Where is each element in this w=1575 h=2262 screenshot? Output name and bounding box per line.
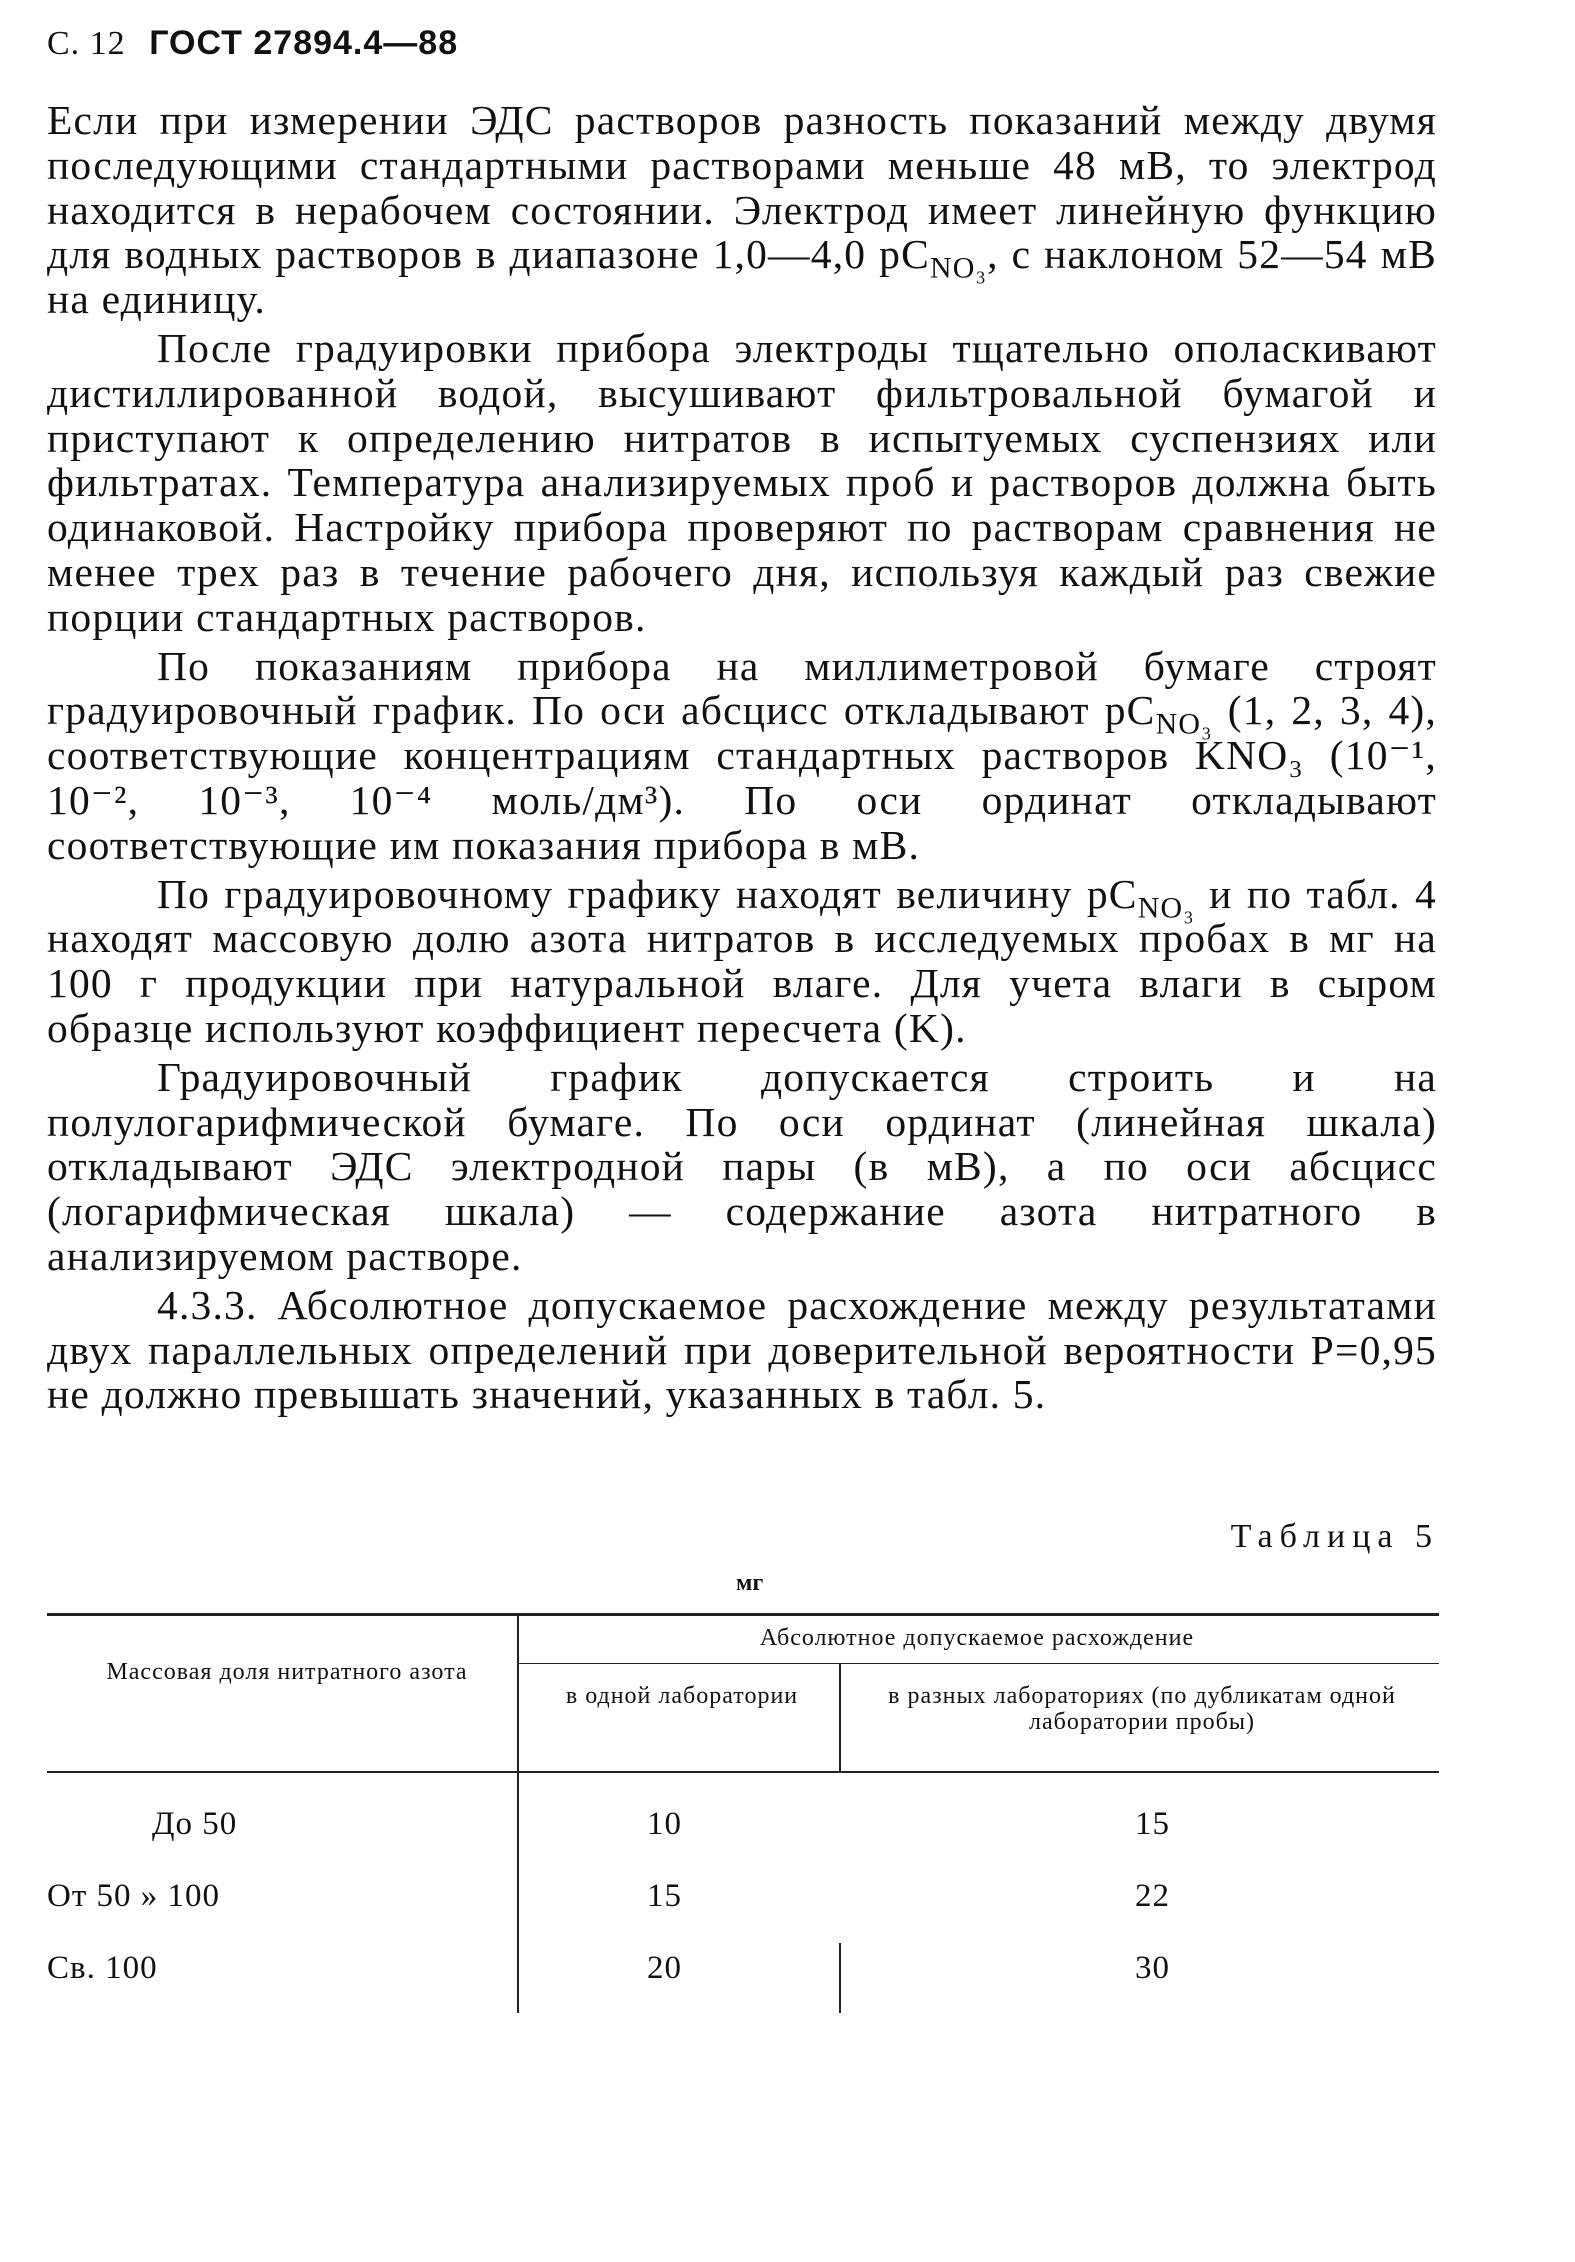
row-label: Св. 100 bbox=[47, 1950, 158, 1986]
col-header-different-labs: в разных лабораториях (по дубликатам одной лаборатории пробы) bbox=[888, 1683, 1396, 1735]
table-unit: мг bbox=[736, 1570, 764, 1596]
body-text bbox=[47, 98, 1437, 1421]
paragraph-6: 4.3.3. Абсолютное допускаемое расхождение между результатами двух параллельных определений при доверительной вероятности P=0,95 не должно превышать значений, указанных в табл. 5. bbox=[47, 1281, 1437, 1418]
standard-number: ГОСТ 27894.4—88 bbox=[149, 24, 459, 62]
table-top-rule bbox=[47, 1613, 1439, 1616]
paragraph-2: После градуировки прибора электроды тщательно ополаскивают дистиллированной водой, высушивают фильтровальной бумагой и приступают к определению нитратов в испытуемых суспензиях или фильтратах. Температура анализируемых проб и растворов должна быть одинаковой. Настройку прибора проверяют по растворам сравнения не менее трех раз в течение рабочего дня, используя каждый раз свежие порции стандартных растворов. bbox=[47, 324, 1437, 640]
cell-different-labs: 15 bbox=[1135, 1806, 1170, 1842]
chem-subscript: NO₃ bbox=[929, 251, 988, 285]
cell-one-lab: 15 bbox=[647, 1878, 682, 1914]
column-divider bbox=[517, 1613, 519, 2013]
col-header-one-lab: в одной лаборатории bbox=[565, 1683, 799, 1709]
table-5 bbox=[47, 1613, 1439, 2013]
row-label: До 50 bbox=[152, 1806, 238, 1842]
chem-subscript: NO₃ bbox=[1137, 890, 1195, 924]
column-divider bbox=[839, 1943, 841, 2013]
paragraph-4: По градуировочному графику находят величину $pC_{NO_3}$ и по табл. 4 находят массовую долю азота нитратов в исследуемых пробах в мг на 100 г продукции при натуральной влаге. Для учета влаги в сыром образце используют коэффициент пересчета (K). bbox=[47, 870, 1437, 1051]
paragraph-5: Градуировочный график допускается строить и на полулогарифмической бумаге. По оси ординат (линейная шкала) откладывают ЭДС электродной пары (в мВ), а по оси абсцисс (логарифмическая шкала) — содержание азота нитратного в анализируемом растворе. bbox=[47, 1053, 1437, 1279]
chem-subscript: NO₃ bbox=[1155, 707, 1213, 741]
cell-one-lab: 20 bbox=[647, 1950, 682, 1986]
cell-different-labs: 30 bbox=[1135, 1950, 1170, 1986]
paragraph-1: Если при измерении ЭДС растворов разность показаний между двумя последующими стандартными растворами меньше 48 мВ, то электрод находится в нерабочем состоянии. Электрод имеет линейную функцию для водных растворов в диапазоне 1,0—4,0 $pC_{NO_3}$, с наклоном 52—54 мВ на единицу. bbox=[47, 97, 1437, 323]
row-label: От 50 » 100 bbox=[47, 1878, 221, 1914]
col-header-mass-fraction: Массовая доля нитратного азота bbox=[106, 1659, 468, 1685]
col-header-group: Абсолютное допускаемое расхождение bbox=[759, 1625, 1195, 1651]
cell-one-lab: 10 bbox=[647, 1806, 682, 1842]
header-bottom-rule bbox=[47, 1771, 1439, 1773]
column-divider bbox=[839, 1663, 841, 1771]
table-caption: Таблица 5 bbox=[1230, 1518, 1439, 1555]
paragraph-3: По показаниям прибора на миллиметровой бумаге строят градуировочный график. По оси абсцисс откладывают $pC_{NO_3}$ (1, 2, 3, 4), соответствующие концентрациям стандартных растворов KNO₃ (10⁻¹, 10⁻², 10⁻³, 10⁻⁴ моль/дм³). По оси ординат откладывают соответствующие им показания прибора в мВ. bbox=[47, 642, 1437, 868]
page-header bbox=[47, 24, 458, 63]
group-header-rule bbox=[519, 1663, 1439, 1664]
page-number: С. 12 bbox=[47, 25, 126, 62]
cell-different-labs: 22 bbox=[1135, 1878, 1170, 1914]
